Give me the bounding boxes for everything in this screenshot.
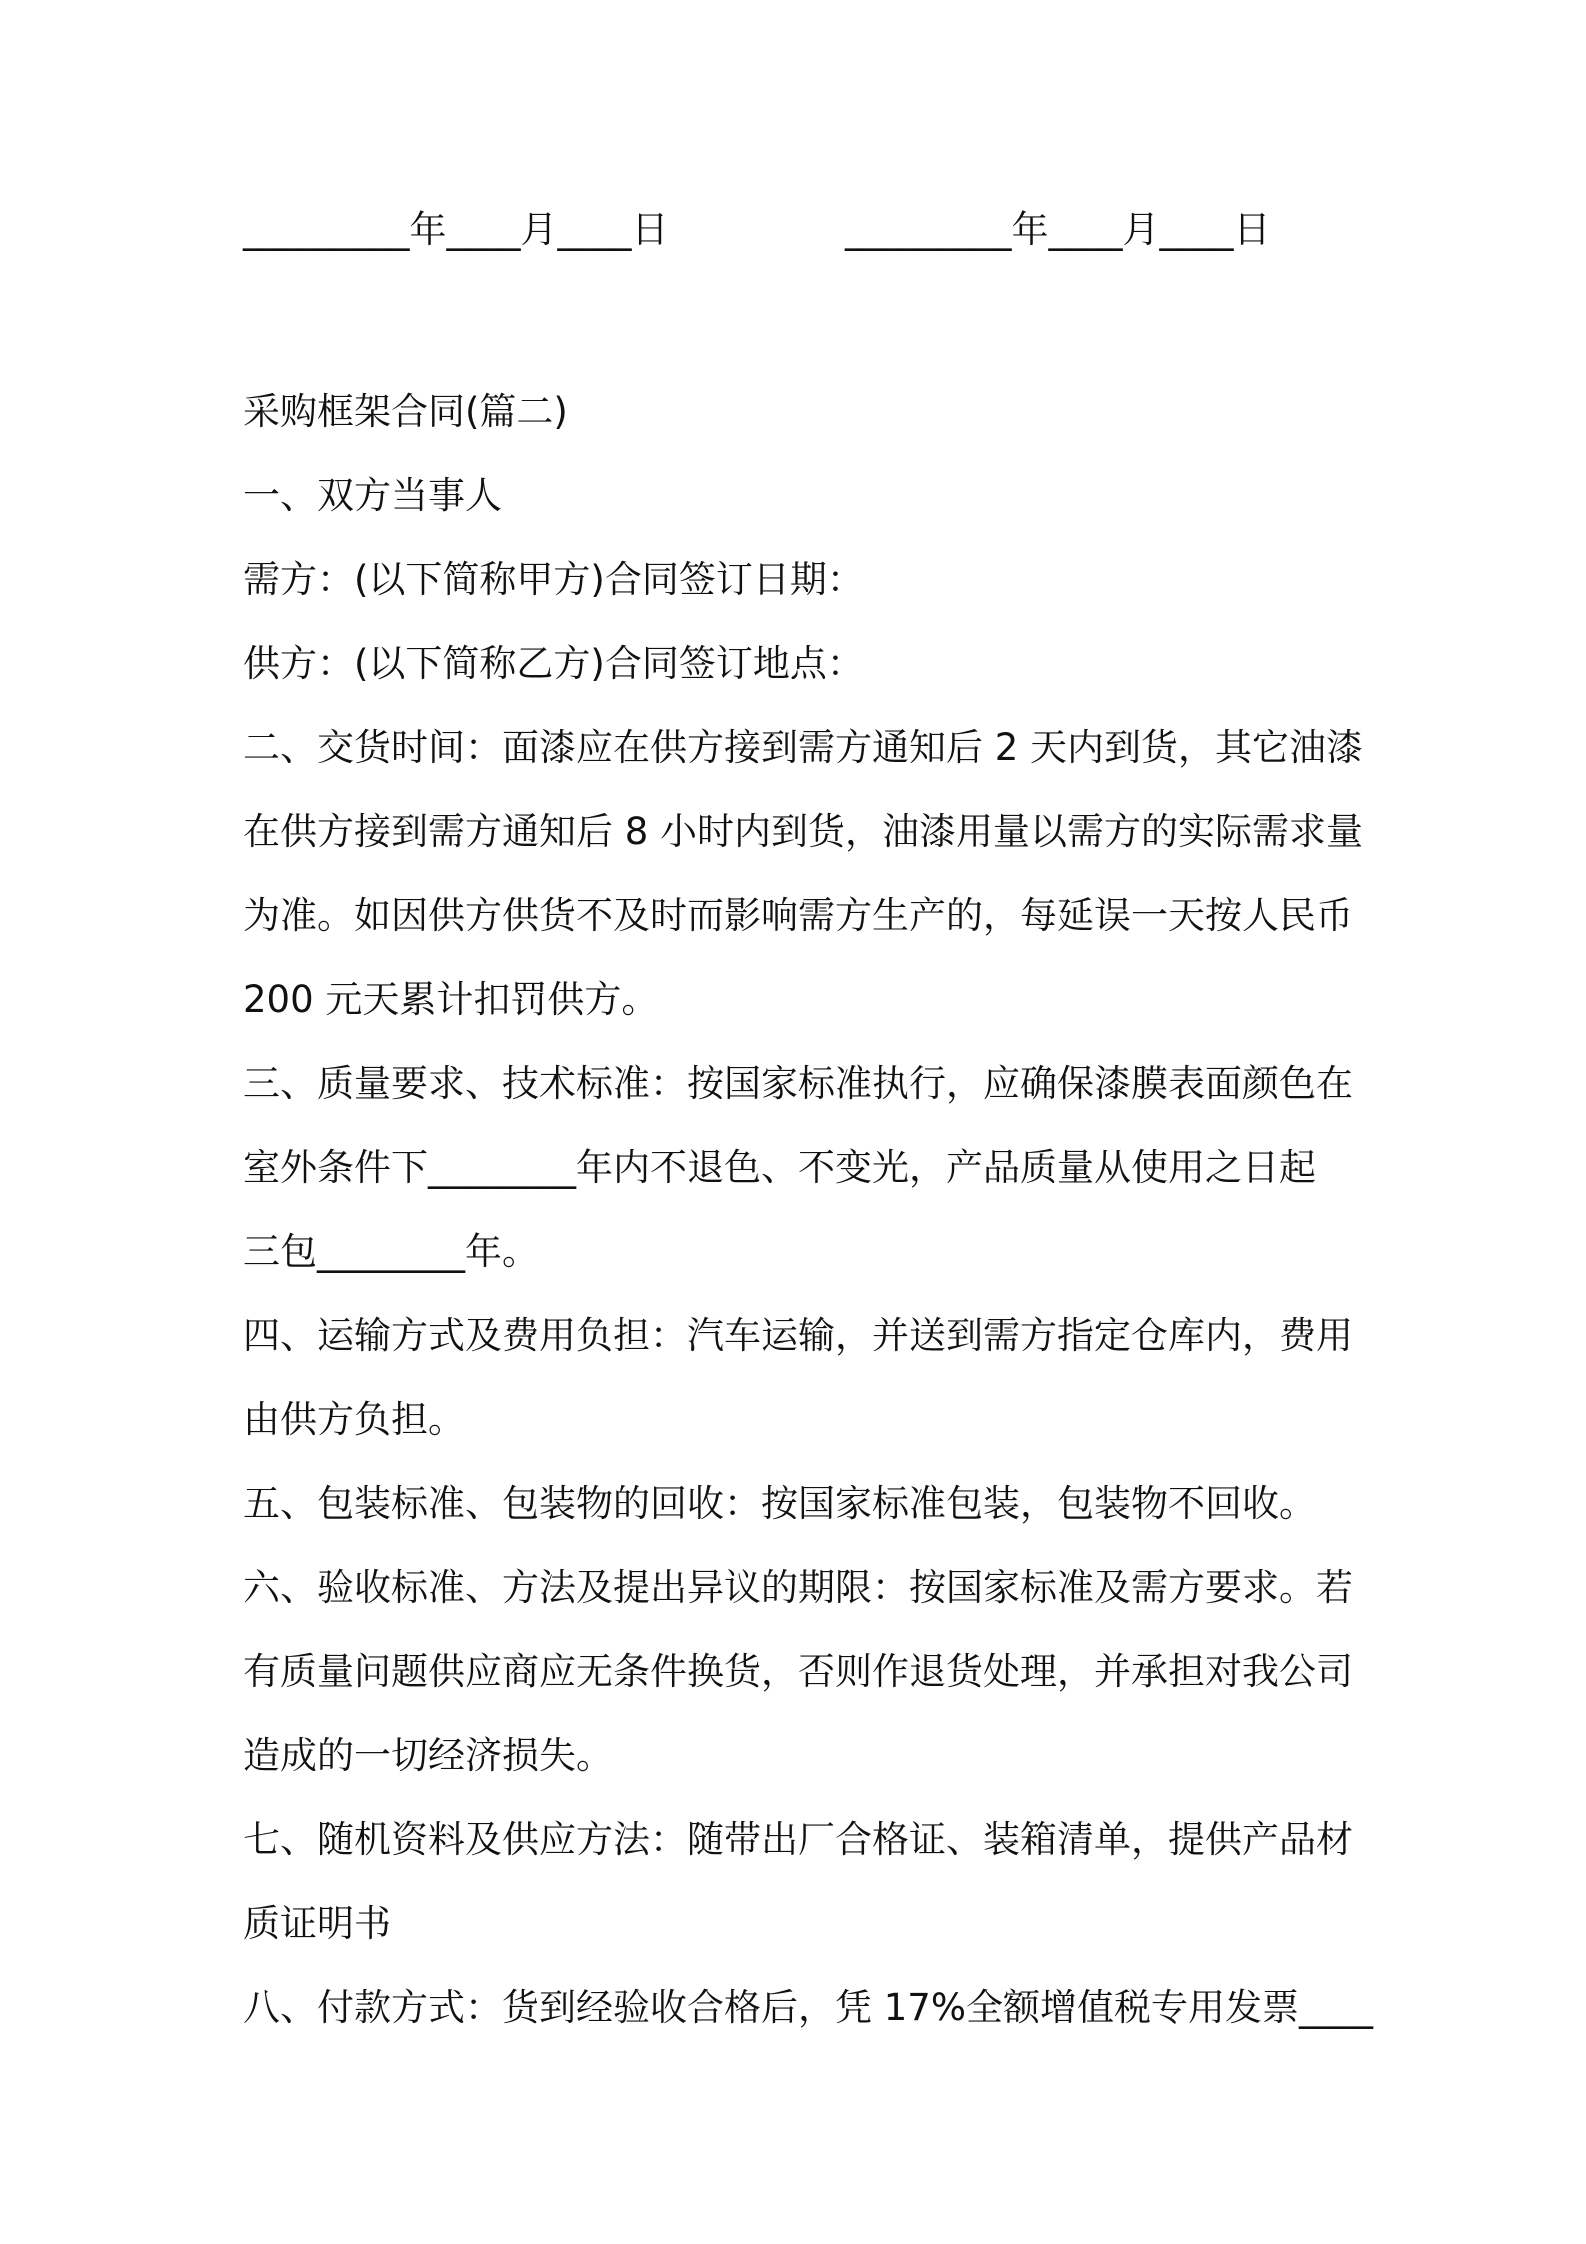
signature-date-right: _________年____月____日 (845, 208, 1271, 251)
quality-line-2: 室外条件下________年内不退色、不变光，产品质量从使用之日起 (243, 1146, 1316, 1189)
transport-line-2: 由供方负担。 (243, 1398, 465, 1441)
delivery-time-line-3: 为准。如因供方供货不及时而影响需方生产的，每延误一天按人民币 (243, 894, 1353, 937)
delivery-time-line-1: 二、交货时间：面漆应在供方接到需方通知后 2 天内到货，其它油漆 (243, 726, 1364, 769)
quality-line-1: 三、质量要求、技术标准：按国家标准执行，应确保漆膜表面颜色在 (243, 1062, 1353, 1105)
acceptance-line-3: 造成的一切经济损失。 (243, 1734, 613, 1777)
delivery-time-line-4: 200 元天累计扣罚供方。 (243, 978, 659, 1021)
acceptance-line-2: 有质量问题供应商应无条件换货，否则作退货处理，并承担对我公司 (243, 1650, 1353, 1693)
materials-line-1: 七、随机资料及供应方法：随带出厂合格证、装箱清单，提供产品材 (243, 1818, 1353, 1861)
materials-line-2: 质证明书 (243, 1902, 391, 1945)
section-parties-heading: 一、双方当事人 (243, 474, 502, 517)
transport-line-1: 四、运输方式及费用负担：汽车运输，并送到需方指定仓库内，费用 (243, 1314, 1353, 1357)
buyer-line: 需方：(以下简称甲方)合同签订日期： (243, 558, 864, 601)
quality-line-3: 三包________年。 (243, 1230, 539, 1273)
contract-title: 采购框架合同(篇二) (243, 390, 568, 433)
packaging-line: 五、包装标准、包装物的回收：按国家标准包装，包装物不回收。 (243, 1482, 1316, 1525)
contract-body (243, 370, 1373, 2050)
supplier-line: 供方：(以下简称乙方)合同签订地点： (243, 642, 864, 685)
signature-date-left: _________年____月____日 (243, 208, 669, 251)
acceptance-line-1: 六、验收标准、方法及提出异议的期限：按国家标准及需方要求。若 (243, 1566, 1353, 1609)
delivery-time-line-2: 在供方接到需方通知后 8 小时内到货，油漆用量以需方的实际需求量 (243, 810, 1364, 853)
payment-line: 八、付款方式：货到经验收合格后，凭 17%全额增值税专用发票____ (243, 1986, 1373, 2029)
